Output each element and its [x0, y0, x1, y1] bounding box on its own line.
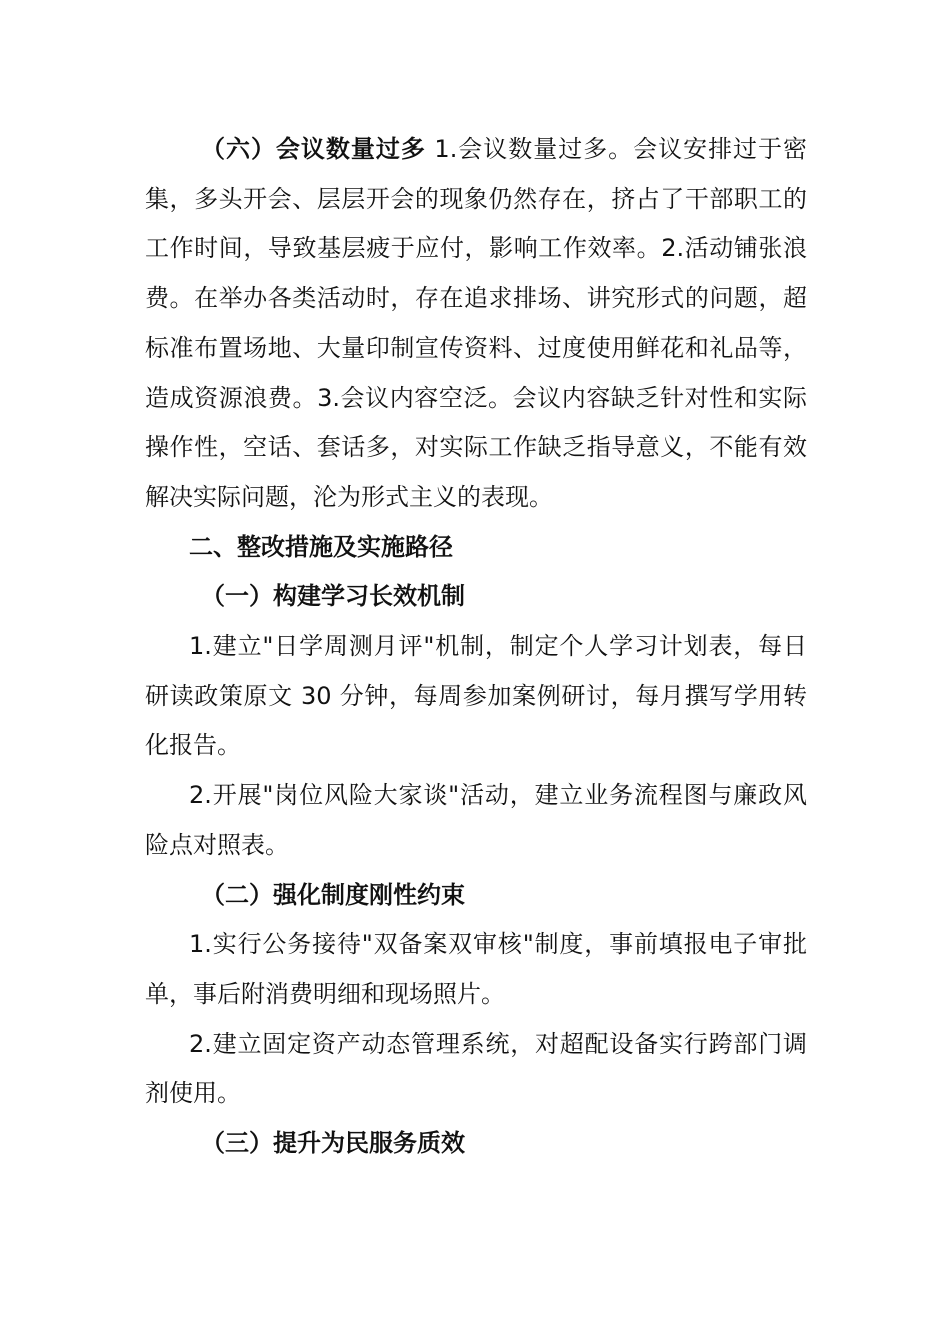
sub2-item-2: 2.建立固定资产动态管理系统，对超配设备实行跨部门调剂使用。 [145, 1029, 807, 1108]
sub1-title: （一）构建学习长效机制 [201, 582, 465, 611]
section-six-heading: （六）会议数量过多 [201, 135, 426, 163]
sub2-item-1: 1.实行公务接待"双备案双审核"制度，事前填报电子审批单，事后附消费明细和现场照片。 [145, 930, 807, 1008]
section-six-paragraph [145, 125, 807, 523]
sub1-item-1: 1.建立"日学周测月评"机制，制定个人学习计划表，每日研读政策原文 30 分钟，每周参加案例研讨，每月撰写学用转化报告。 [145, 632, 807, 760]
sub3-title: （三）提升为民服务质效 [201, 1129, 465, 1158]
sub2-title: （二）强化制度刚性约束 [201, 880, 465, 909]
sub1-item-2: 2.开展"岗位风险大家谈"活动，建立业务流程图与廉政风险点对照表。 [145, 781, 807, 859]
part-two-title: 二、整改措施及实施路径 [189, 532, 453, 561]
section-six-body: 1.会议数量过多。会议安排过于密集，多头开会、层层开会的现象仍然存在，挤占了干部职工的工作时间，导致基层疲于应付，影响工作效率。2.活动铺张浪费。在举办各类活动时，存在追求排场、讲究形式的问题，超标准布置场地、大量印制宣传资料、过度使用鲜花和礼品等，造成资源浪费。3.会议内容空泛。会议内容缺乏针对性和实际操作性，空话、套话多，对实际工作缺乏指导意义，不能有效解决实际问题，沦为形式主义的表现。 [145, 135, 808, 511]
document-page [145, 125, 807, 1169]
